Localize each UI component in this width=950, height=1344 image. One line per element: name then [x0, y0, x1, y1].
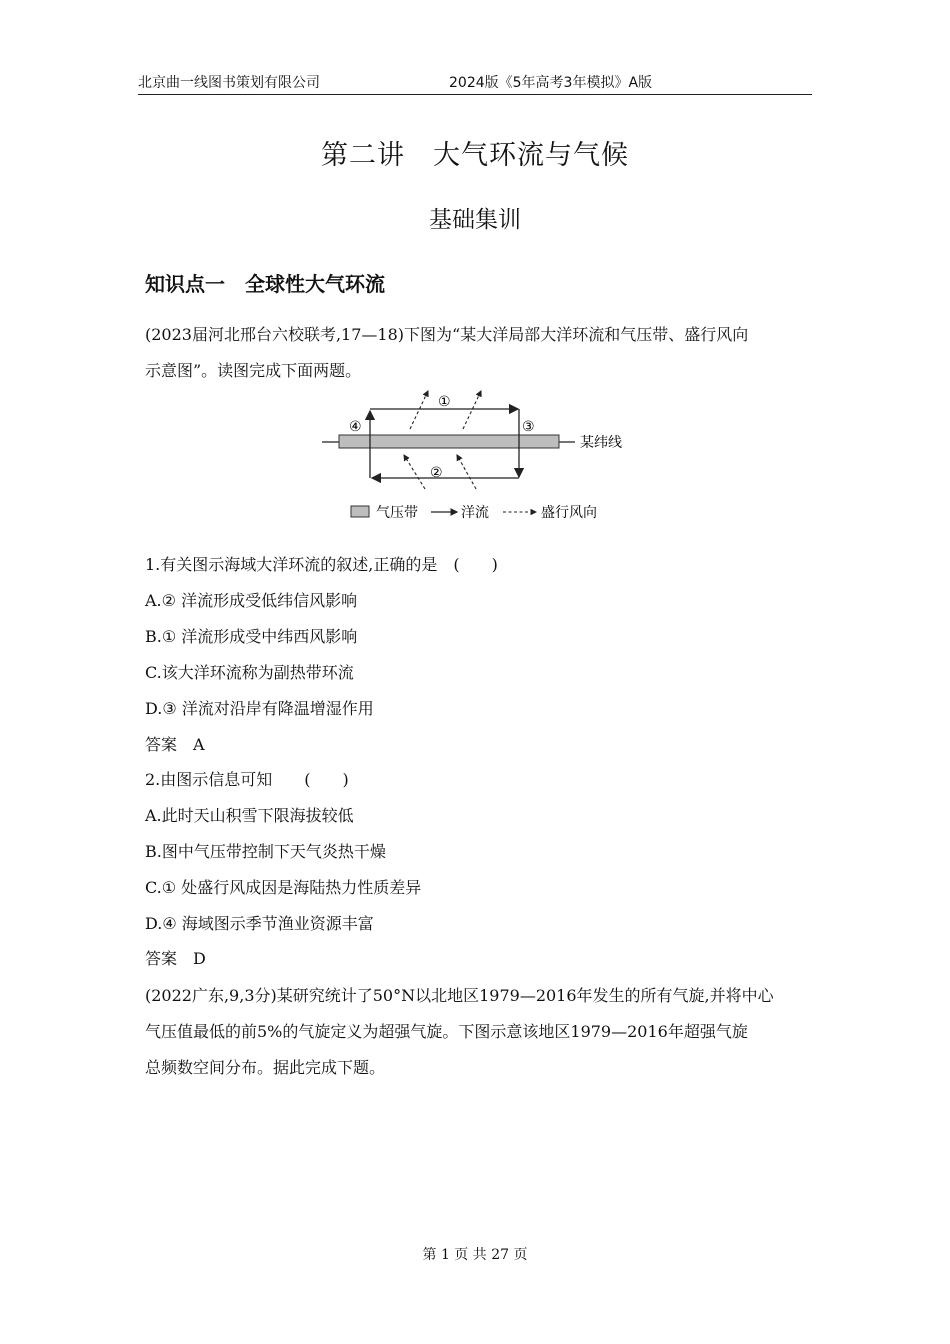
intro2-line1: (2022广东,9,3分)某研究统计了50°N以北地区1979—2016年发生的所有气旋,并将中心 [145, 986, 774, 1005]
intro2-line3: 总频数空间分布。据此完成下题。 [145, 1058, 386, 1077]
latitude-label: 某纬线 [580, 435, 622, 451]
q2-option-b: B.图中气压带控制下天气炎热干燥 [145, 842, 386, 861]
wind-arrow-top-2 [463, 391, 481, 429]
section-title: 基础集训 [429, 207, 521, 233]
lesson-title: 第二讲 大气环流与气候 [321, 140, 629, 171]
q1-option-a: A.② 洋流形成受低纬信风影响 [145, 591, 358, 610]
intro1-line1: (2023届河北邢台六校联考,17—18)下图为“某大洋局部大洋环流和气压带、盛行风向 [145, 325, 749, 344]
legend-pressure-swatch [351, 506, 369, 517]
q1-stem: 1.有关图示海域大洋环流的叙述,正确的是 ( ) [145, 555, 498, 574]
wind-arrow-bottom-2 [457, 455, 476, 489]
legend-current-label: 洋流 [461, 505, 489, 521]
publisher-name: 北京曲一线图书策划有限公司 [138, 75, 320, 91]
figure-label-4: ④ [349, 419, 362, 435]
page-footer: 第 1 页 共 27 页 [422, 1247, 528, 1263]
intro2-line2: 气压值最低的前5%的气旋定义为超强气旋。下图示意该地区1979—2016年超强气旋 [145, 1022, 748, 1041]
page-header [138, 70, 812, 95]
legend-pressure-label: 气压带 [376, 505, 418, 521]
figure-label-3: ③ [522, 419, 535, 435]
legend-wind-label: 盛行风向 [541, 505, 597, 521]
book-title: 2024版《5年高考3年模拟》A版 [449, 75, 653, 91]
q2-answer: 答案 D [145, 949, 206, 968]
figure-label-2: ② [430, 465, 443, 481]
ocean-circulation-diagram [0, 385, 950, 525]
figure-label-1: ① [438, 394, 451, 410]
q2-stem: 2.由图示信息可知 ( ) [145, 770, 349, 789]
wind-arrow-bottom-1 [404, 455, 425, 489]
q2-option-d: D.④ 海域图示季节渔业资源丰富 [145, 914, 374, 933]
intro1-line2: 示意图”。读图完成下面两题。 [145, 361, 362, 380]
q2-option-a: A.此时天山积雪下限海拔较低 [145, 806, 354, 825]
knowledge-point-heading: 知识点一 全球性大气环流 [145, 272, 385, 296]
q1-option-c: C.该大洋环流称为副热带环流 [145, 663, 354, 682]
q1-option-d: D.③ 洋流对沿岸有降温增湿作用 [145, 699, 374, 718]
q1-answer: 答案 A [145, 735, 205, 754]
wind-arrow-top-1 [410, 391, 428, 429]
q2-option-c: C.① 处盛行风成因是海陆热力性质差异 [145, 878, 422, 897]
q1-option-b: B.① 洋流形成受中纬西风影响 [145, 627, 358, 646]
pressure-belt [339, 435, 559, 448]
